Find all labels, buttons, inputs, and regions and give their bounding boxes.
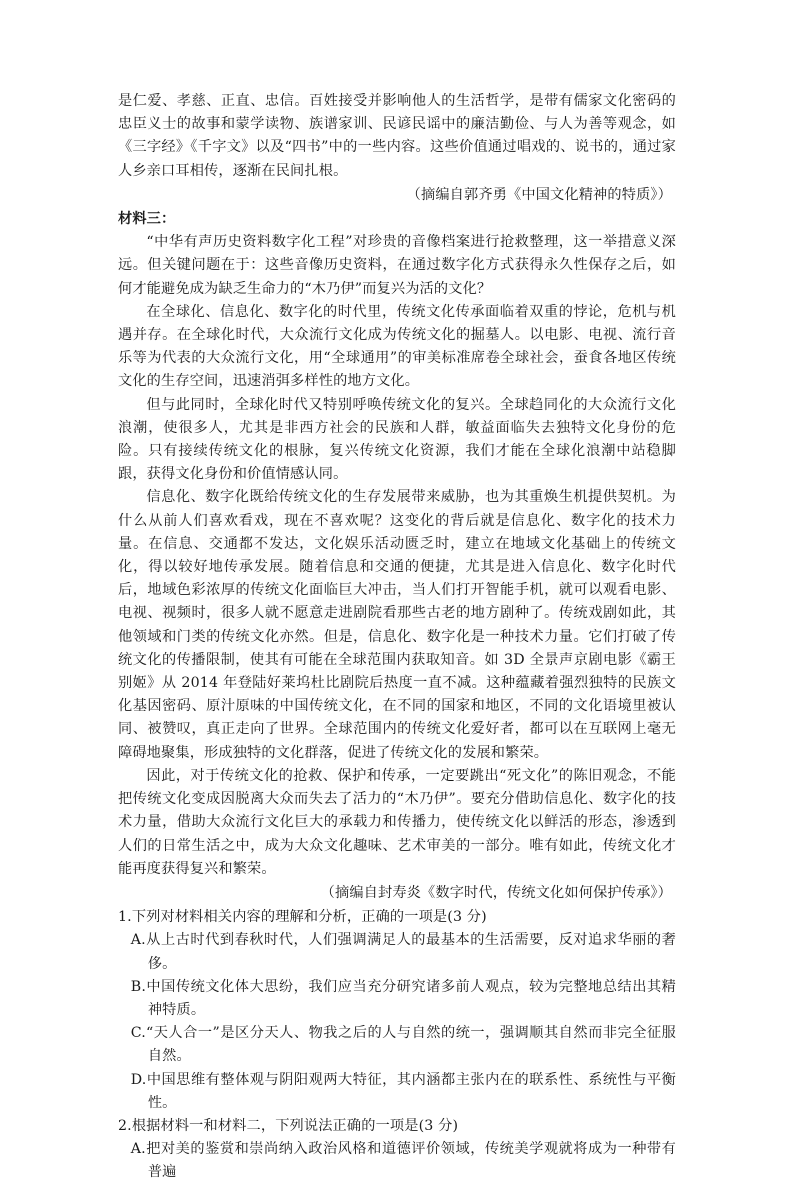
material2-tail-paragraph: 是仁爱、孝慈、正直、忠信。百姓接受并影响他人的生活哲学，是带有儒家文化密码的忠臣义士的故事和蒙学读物、族谱家训、民谚民谣中的廉洁勤俭、与人为善等观念，如《三字经》《千字文》以及“四书”中的一些内容。这些价值通过唱戏的、说书的，通过家人乡亲口耳相传，逐渐在民间扎根。 [118,93,676,179]
question-1-option-b: B.中国传统文化体大思纷，我们应当充分研究诸多前人观点，较为完整地总结出其精神特质。 [130,978,676,1018]
question-1-option-a: A.从上古时代到春秋时代，人们强调满足人的最基本的生活需要，反对追求华丽的奢侈。 [130,932,676,972]
question-1-option-c: C.“天人合一”是区分天人、物我之后的人与自然的统一，强调顺其自然而非完全征服自然。 [130,1025,676,1065]
question-1-option-d: D.中国思维有整体观与阴阳观两大特征，其内涵都主张内在的联系性、系统性与平衡性。 [130,1071,676,1111]
material3-paragraph-2: 在全球化、信息化、数字化的时代里，传统文化传承面临着双重的悖论，危机与机遇并存。在全球化时代，大众流行文化成为传统文化的掘墓人。以电影、电视、流行音乐等为代表的大众流行文化，用“全球通用”的审美标准席卷全球社会，蚕食各地区传统文化的生存空间，迅速消弭多样性的地方文化。 [118,303,676,390]
question-2-option-a: A.把对美的鉴赏和崇尚纳入政治风格和道德评价领域，传统美学观就将成为一种带有普遍 [130,1141,676,1181]
material3-paragraph-4: 信息化、数字化既给传统文化的生存发展带来威胁，也为其重焕生机提供契机。为什么从前人们喜欢看戏，现在不喜欢呢？这变化的背后就是信息化、数字化的技术力量。在信息、交通都不发达，文化娱乐活动匮乏时，建立在地域文化基础上的传统文化，得以较好地传承发展。随着信息和交通的便捷，尤其是进入信息化、数字化时代后，地域色彩浓厚的传统文化面临巨大冲击，当人们打开智能手机，就可以观看电影、电视、视频时，很多人就不愿意走进剧院看那些古老的地方剧种了。传统戏剧如此，其他领域和门类的传统文化亦然。但是，信息化、数字化是一种技术力量。它们打破了传统文化的传播限制，使其有可能在全球范围内获取知音。如 3D 全景声京剧电影《霸王别姬》从 2014 年登陆好莱坞杜比剧院后热度一直不减。这种蕴藏着强烈独特的民族文化基因密码、原汁原味的中国传统文化，在不同的国家和地区，不同的文化语境里被认同、被赞叹，真正走向了世界。全球范围内的传统文化爱好者，都可以在互联网上毫无障碍地聚集，形成独特的文化群落，促进了传统文化的发展和繁荣。 [118,489,676,761]
material3-paragraph-3: 但与此同时，全球化时代又特别呼唤传统文化的复兴。全球趋同化的大众流行文化浪潮，使很多人，尤其是非西方社会的民族和人群，敏益面临失去独特文化身份的危险。只有接续传统文化的根脉，复兴传统文化资源，我们才能在全球化浪潮中站稳脚跟，获得文化身份和价值情感认同。 [118,396,676,483]
source-citation-3: （摘编自封寿炎《数字时代，传统文化如何保护传承》） [320,884,672,901]
document-page [118,90,676,1185]
material3-paragraph-1: “中华有声历史资料数字化工程”对珍贵的音像档案进行抢救整理，这一举措意义深远。但关键问题在于：这些音像历史资料，在通过数字化方式获得永久性保存之后，如何才能避免成为缺乏生命力的“木乃伊”而复兴为活的文化？ [118,234,676,297]
material3-title: 材料三： [118,211,176,228]
question-2-stem: 2.根据材料一和材料二，下列说法正确的一项是(3 分) [118,1117,459,1134]
source-citation-2: （摘编自郭齐勇《中国文化精神的特质》） [406,186,672,203]
question-1-stem: 1.下列对材料相关内容的理解和分析，正确的一项是(3 分) [118,909,487,926]
material3-paragraph-5: 因此，对于传统文化的抢救、保护和传承，一定要跳出“死文化”的陈旧观念，不能把传统文化变成因脱离大众而失去了活力的“木乃伊”。要充分借助信息化、数字化的技术力量，借助大众流行文化巨大的承载力和传播力，使传统文化以鲜活的形态，渗透到人们的日常生活之中，成为大众文化趣味、艺术审美的一部分。唯有如此，传统文化才能再度获得复兴和繁荣。 [118,767,676,877]
